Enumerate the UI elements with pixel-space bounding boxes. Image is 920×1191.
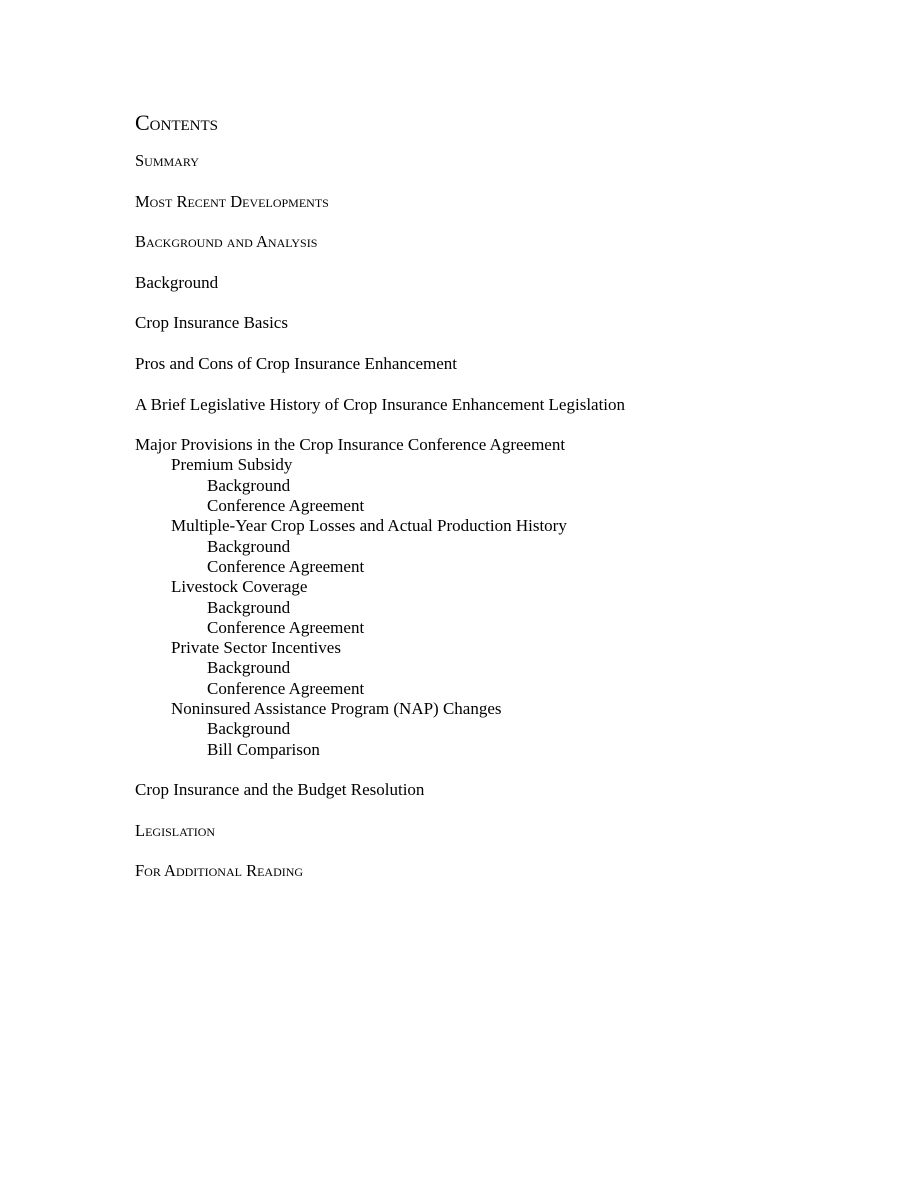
- toc-entry-private-sector-incentives[interactable]: Private Sector Incentives: [171, 638, 341, 658]
- page-title: Contents: [135, 110, 219, 135]
- toc-entry-legislation[interactable]: Legislation: [135, 820, 216, 840]
- toc-entry-private-sector-background[interactable]: Background: [207, 658, 291, 678]
- toc-entry-background[interactable]: Background: [135, 272, 219, 292]
- toc-entry-pros-and-cons[interactable]: Pros and Cons of Crop Insurance Enhancement: [135, 353, 457, 373]
- toc-entry-livestock-conference-agreement[interactable]: Conference Agreement: [207, 617, 365, 637]
- toc-entry-background-and-analysis[interactable]: Background and Analysis: [135, 232, 318, 252]
- toc-entry-livestock-coverage[interactable]: Livestock Coverage: [171, 577, 308, 597]
- toc-entry-private-sector-conference-agreement[interactable]: Conference Agreement: [207, 678, 365, 698]
- toc-entry-nap-background[interactable]: Background: [207, 719, 291, 739]
- toc-entry-budget-resolution[interactable]: Crop Insurance and the Budget Resolution: [135, 780, 425, 800]
- toc-entry-multiple-year-conference-agreement[interactable]: Conference Agreement: [207, 556, 365, 576]
- toc-entry-additional-reading[interactable]: For Additional Reading: [135, 861, 304, 881]
- toc-entry-legislative-history[interactable]: A Brief Legislative History of Crop Insurance Enhancement Legislation: [135, 394, 626, 414]
- toc-entry-multiple-year-background[interactable]: Background: [207, 536, 291, 556]
- toc-entry-nap-bill-comparison[interactable]: Bill Comparison: [207, 739, 320, 759]
- toc-entry-major-provisions[interactable]: Major Provisions in the Crop Insurance Conference Agreement: [135, 435, 566, 455]
- toc-entry-premium-subsidy[interactable]: Premium Subsidy: [171, 455, 293, 475]
- toc-entry-livestock-background[interactable]: Background: [207, 597, 291, 617]
- toc-entry-most-recent-developments[interactable]: Most Recent Developments: [135, 191, 329, 211]
- toc-entry-multiple-year-crop-losses[interactable]: Multiple-Year Crop Losses and Actual Production History: [171, 516, 567, 536]
- toc-entry-premium-subsidy-background[interactable]: Background: [207, 475, 291, 495]
- toc-entry-nap-changes[interactable]: Noninsured Assistance Program (NAP) Changes: [171, 699, 502, 719]
- toc-entry-crop-insurance-basics[interactable]: Crop Insurance Basics: [135, 313, 288, 333]
- document-page: [135, 108, 875, 882]
- toc-entry-summary[interactable]: Summary: [135, 151, 199, 170]
- toc-entry-premium-subsidy-conference-agreement[interactable]: Conference Agreement: [207, 496, 365, 516]
- toc-list: [135, 151, 875, 882]
